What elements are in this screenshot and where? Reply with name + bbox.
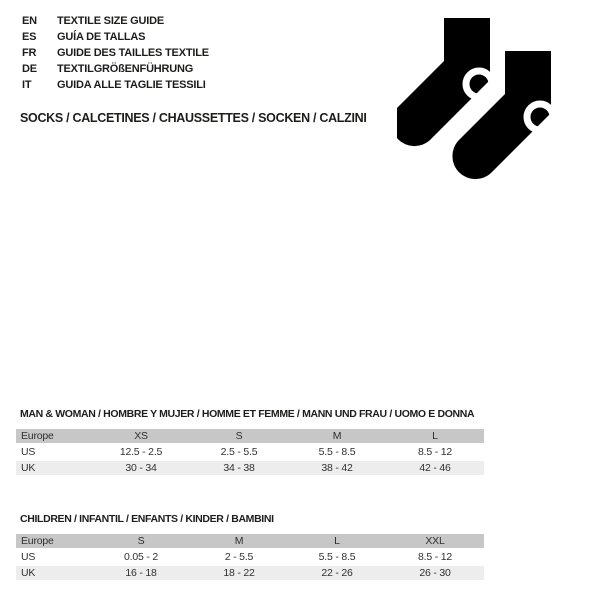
table-cell: 22 - 26: [288, 565, 386, 580]
table-cell: 12.5 - 2.5: [92, 444, 190, 460]
category-title: SOCKS / CALCETINES / CHAUSSETTES / SOCKEN / CALZINI: [20, 111, 367, 125]
table-cell: 26 - 30: [386, 565, 484, 580]
column-header: Europe: [16, 534, 92, 549]
size-table-section-adult: [16, 408, 484, 475]
row-label: UK: [16, 565, 92, 580]
table-cell: 2 - 5.5: [190, 549, 288, 565]
column-header: XS: [92, 429, 190, 444]
table-cell: 42 - 46: [386, 460, 484, 475]
table-cell: 38 - 42: [288, 460, 386, 475]
table-row: [16, 444, 484, 460]
row-label: UK: [16, 460, 92, 475]
column-header: S: [92, 534, 190, 549]
language-code: ES: [22, 31, 37, 43]
language-label: GUIDA ALLE TAGLIE TESSILI: [57, 79, 206, 91]
column-header: L: [386, 429, 484, 444]
language-row: [22, 13, 209, 29]
table-title-children: CHILDREN / INFANTIL / ENFANTS / KINDER / BAMBINI: [20, 513, 274, 525]
size-table-children: [16, 534, 484, 580]
column-header: M: [288, 429, 386, 444]
table-cell: 34 - 38: [190, 460, 288, 475]
table-cell: 16 - 18: [92, 565, 190, 580]
table-cell: 5.5 - 8.5: [288, 549, 386, 565]
table-row: [16, 549, 484, 565]
table-cell: 8.5 - 12: [386, 444, 484, 460]
column-header: Europe: [16, 429, 92, 444]
table-header-row: [16, 429, 484, 444]
table-row: [16, 460, 484, 475]
socks-icon: [397, 11, 562, 181]
column-header: L: [288, 534, 386, 549]
table-cell: 5.5 - 8.5: [288, 444, 386, 460]
language-code: DE: [22, 63, 37, 75]
language-row: [22, 45, 209, 61]
language-row: [22, 29, 209, 45]
column-header: S: [190, 429, 288, 444]
size-table-adult: [16, 429, 484, 475]
column-header: M: [190, 534, 288, 549]
row-label: US: [16, 549, 92, 565]
language-label: GUÍA DE TALLAS: [57, 31, 146, 43]
language-label: GUIDE DES TAILLES TEXTILE: [57, 47, 209, 59]
table-row: [16, 565, 484, 580]
table-title-adult: MAN & WOMAN / HOMBRE Y MUJER / HOMME ET FEMME / MANN UND FRAU / UOMO E DONNA: [20, 408, 475, 420]
table-cell: 30 - 34: [92, 460, 190, 475]
language-label: TEXTILGRÖßENFÜHRUNG: [57, 63, 194, 75]
socks-icon-svg: [397, 11, 562, 181]
table-cell: 8.5 - 12: [386, 549, 484, 565]
language-label: TEXTILE SIZE GUIDE: [57, 15, 165, 27]
row-label: US: [16, 444, 92, 460]
table-cell: 2.5 - 5.5: [190, 444, 288, 460]
language-row: [22, 77, 209, 93]
table-header-row: [16, 534, 484, 549]
language-code: IT: [22, 79, 32, 91]
size-table-section-children: [16, 513, 484, 580]
column-header: XXL: [386, 534, 484, 549]
language-code: FR: [22, 47, 37, 59]
table-cell: 0.05 - 2: [92, 549, 190, 565]
language-row: [22, 61, 209, 77]
language-list: [22, 13, 209, 93]
table-cell: 18 - 22: [190, 565, 288, 580]
language-code: EN: [22, 15, 37, 27]
